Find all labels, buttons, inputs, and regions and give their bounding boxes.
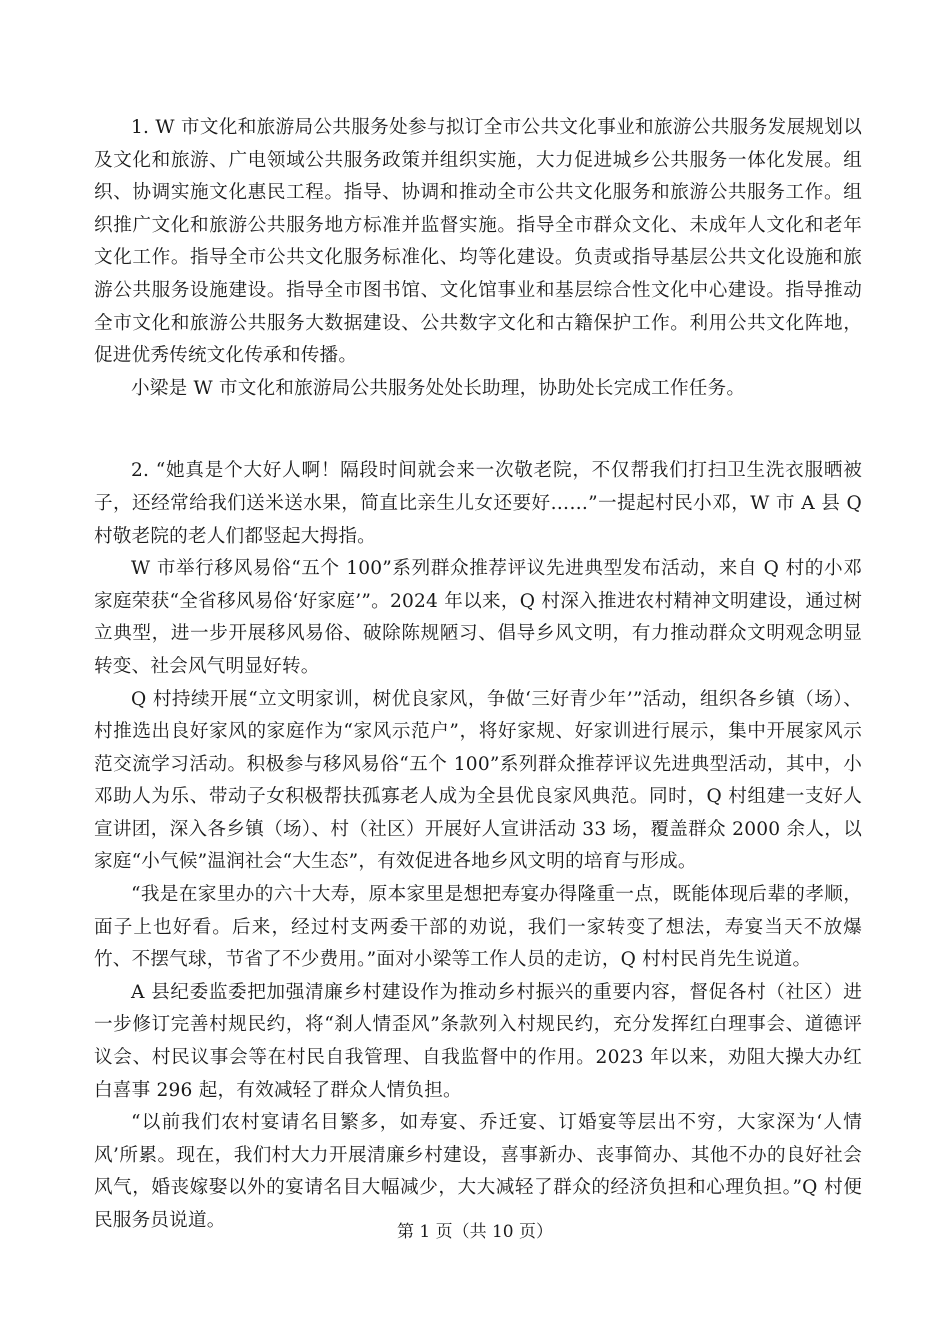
section-gap [94,405,862,455]
paragraph: A 县纪委监委把加强清廉乡村建设作为推动乡村振兴的重要内容，督促各村（社区）进一步修订完善村规民约，将“刹人情歪风”条款列入村规民约，充分发挥红白理事会、道德评议会、村民议事会等在村民自我管理、自我监督中的作用。2023 年以来，劝阻大操大办红白喜事 296 起，有效减轻了群众人情负担。 [94,981,862,1101]
page-footer: 第 1 页（共 10 页） [396,1222,554,1242]
paragraph: “以前我们农村宴请名目繁多，如寿宴、乔迁宴、订婚宴等层出不穷，大家深为‘人情风’所累。现在，我们村大力开展清廉乡村建设，喜事新办、丧事简办、其他不办的良好社会风气，婚丧嫁娶以外的宴请名目大幅减少，大大减轻了群众的经济负担和心理负担。”Q 村便民服务员说道。 [94,1112,862,1231]
paragraph: 1. W 市文化和旅游局公共服务处参与拟订全市公共文化事业和旅游公共服务发展规划以及文化和旅游、广电领域公共服务政策并组织实施，大力促进城乡公共服务一体化发展。组织、协调实施文化惠民工程。指导、协调和推动全市公共文化服务和旅游公共服务工作。组织推广文化和旅游公共服务地方标准并监督实施。指导全市群众文化、未成年人文化和老年文化工作。指导全市公共文化服务标准化、均等化建设。负责或指导基层公共文化设施和旅游公共服务设施建设。指导全市图书馆、文化馆事业和基层综合性文化中心建设。指导推动全市文化和旅游公共服务大数据建设、公共数字文化和古籍保护工作。利用公共文化阵地，促进优秀传统文化传承和传播。 [94,117,862,367]
section-1 [94,112,862,405]
paragraph: “我是在家里办的六十大寿，原本家里是想把寿宴办得隆重一点，既能体现后辈的孝顺，面子上也好看。后来，经过村支两委干部的劝说，我们一家转变了想法，寿宴当天不放爆竹、不摆气球，节省了不少费用。”面对小梁等工作人员的走访，Q 村村民肖先生说道。 [94,884,862,971]
paragraph: W 市举行移风易俗“五个 100”系列群众推荐评议先进典型发布活动，来自 Q 村的小邓家庭荣获“全省移风易俗‘好家庭’”。2024 年以来，Q 村深入推进农村精神文明建设，通过树立典型，进一步开展移风易俗、破除陈规陋习、倡导乡风文明，有力推动群众文明观念明显转变、社会风气明显好转。 [94,558,862,677]
paragraph: 2. “她真是个大好人啊！隔段时间就会来一次敬老院，不仅帮我们打扫卫生洗衣服晒被子，还经常给我们送米送水果，简直比亲生儿女还要好……”一提起村民小邓，W 市 A 县 Q 村敬老院的老人们都竖起大拇指。 [94,460,862,547]
section-2 [94,455,862,1237]
paragraph: 小梁是 W 市文化和旅游局公共服务处处长助理，协助处长完成工作任务。 [131,377,746,399]
paragraph: Q 村持续开展“立文明家训，树优良家风，争做‘三好青少年’”活动，组织各乡镇（场）、村推选出良好家风的家庭作为“家风示范户”，将好家规、好家训进行展示，集中开展家风示范交流学习活动。积极参与移风易俗“五个 100”系列群众推荐评议先进典型活动，其中，小邓助人为乐、带动子女积极帮扶孤寡老人成为全县优良家风典范。同时，Q 村组建一支好人宣讲团，深入各乡镇（场）、村（社区）开展好人宣讲活动 33 场，覆盖群众 2000 余人，以家庭“小气候”温润社会“大生态”，有效促进各地乡风文明的培育与形成。 [94,688,862,873]
document-body [94,112,862,1238]
